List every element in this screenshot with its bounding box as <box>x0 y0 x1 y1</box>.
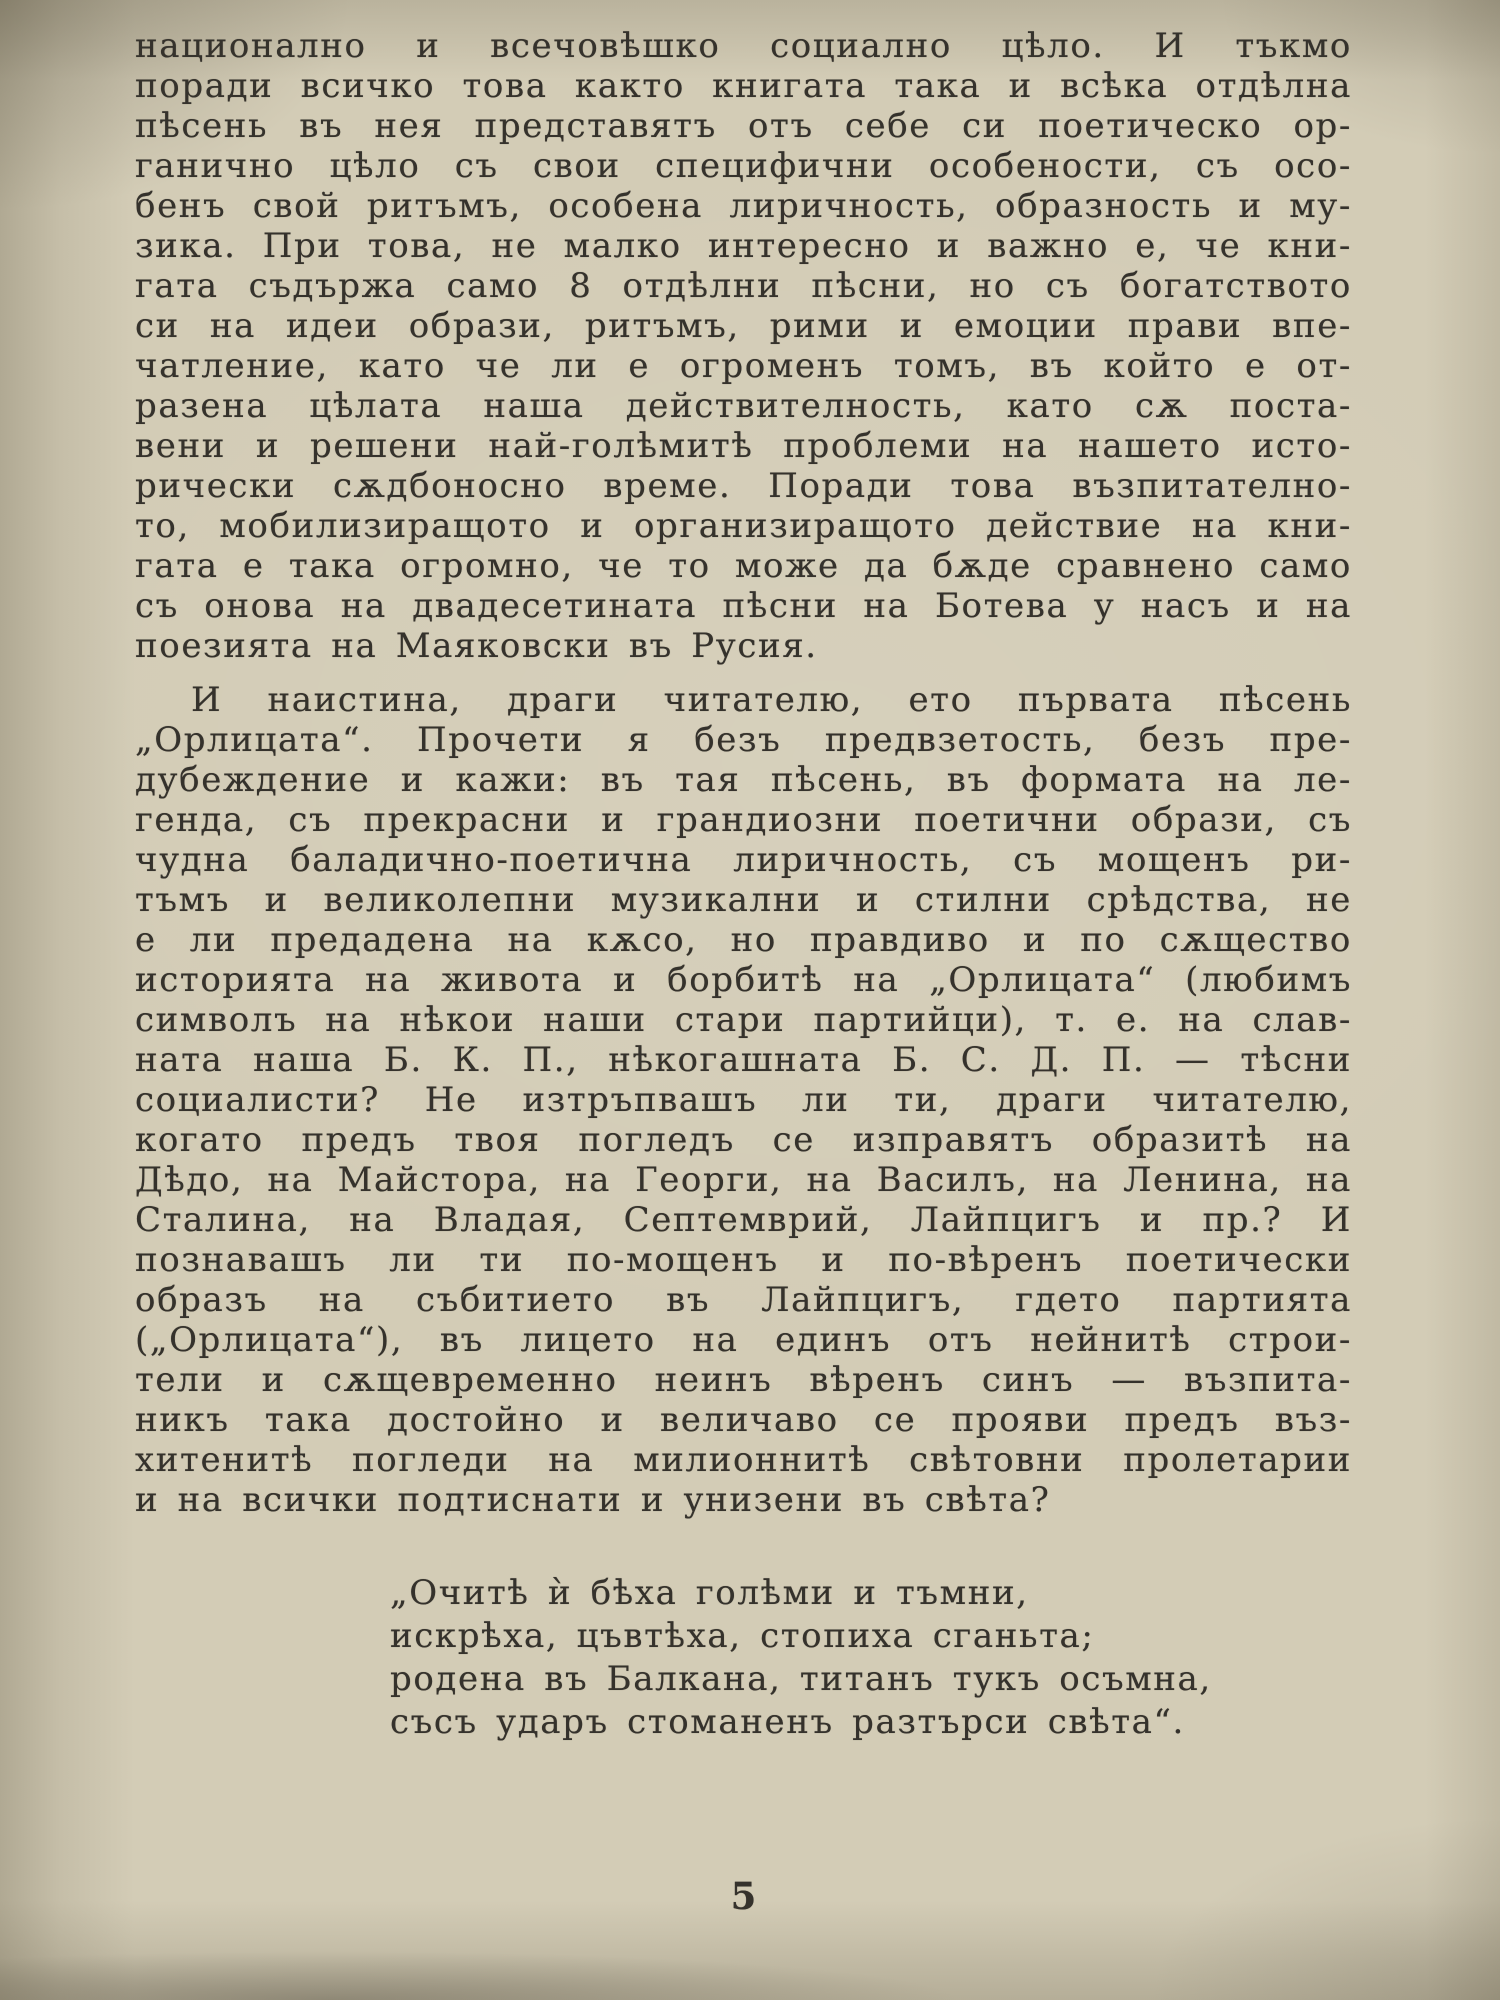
text-line: никъ така достойно и величаво се прояви предъ въз- <box>135 1400 1352 1440</box>
text-line: познавашъ ли ти по-мощенъ и по-вѣренъ поетически <box>135 1240 1352 1280</box>
paragraph-1 <box>135 26 1352 666</box>
text-line: генда, съ прекрасни и грандиозни поетични образи, съ <box>135 800 1352 840</box>
poem-quote <box>390 1572 1352 1744</box>
text-line: бенъ свой ритъмъ, особена лиричность, образность и му- <box>135 186 1352 226</box>
text-line: и на всички подтиснати и унизени въ свѣта? <box>135 1480 1051 1520</box>
text-line: поезията на Маяковски въ Русия. <box>135 626 818 666</box>
text-line: разена цѣлата наша действителность, като сѫ поста- <box>135 386 1352 426</box>
text-line: гата съдържа само 8 отдѣлни пѣсни, но съ богатството <box>135 266 1352 306</box>
text-line: тъмъ и великолепни музикални и стилни срѣдства, не <box>135 880 1352 920</box>
text-line: „Орлицата“. Прочети я безъ предвзетость, безъ пре- <box>135 720 1352 760</box>
text-line: символъ на нѣкои наши стари партийци), т. е. на слав- <box>135 1000 1352 1040</box>
text-line: чатление, като че ли е огроменъ томъ, въ който е от- <box>135 346 1352 386</box>
text-line: историята на живота и борбитѣ на „Орлицата“ (любимъ <box>135 960 1352 1000</box>
text-line: Сталина, на Владая, Септемврий, Лайпцигъ и пр.? И <box>135 1200 1352 1240</box>
poem-line: съсъ ударъ стоманенъ разтърси свѣта“. <box>390 1702 1185 1742</box>
poem-line: „Очитѣ ѝ бѣха голѣми и тъмни, <box>390 1573 1029 1613</box>
text-line: социалисти? Не изтръпвашъ ли ти, драги читателю, <box>135 1080 1352 1120</box>
text-line: вени и решени най-голѣмитѣ проблеми на нашето исто- <box>135 426 1352 466</box>
text-block <box>135 26 1352 1916</box>
text-line: чудна баладично-поетична лиричность, съ мощенъ ри- <box>135 840 1352 880</box>
text-line: национално и всечовѣшко социално цѣло. И тъкмо <box>135 26 1352 66</box>
text-line: ната наша Б. К. П., нѣкогашната Б. С. Д. П. — тѣсни <box>135 1040 1352 1080</box>
text-line: хитенитѣ погледи на милионнитѣ свѣтовни пролетарии <box>135 1440 1352 1480</box>
text-line: поради всичко това както книгата така и всѣка отдѣлна <box>135 66 1352 106</box>
paragraph-2 <box>135 680 1352 1520</box>
text-line: пѣсень въ нея представятъ отъ себе си поетическо ор- <box>135 106 1352 146</box>
page-number: 5 <box>730 1874 757 1918</box>
text-line: Дѣдо, на Майстора, на Георги, на Василъ, на Ленина, на <box>135 1160 1352 1200</box>
poem-line: искрѣха, цъвтѣха, стопиха сганьта; <box>390 1616 1095 1656</box>
text-line: ганично цѣло съ свои специфични особености, съ осо- <box>135 146 1352 186</box>
text-line: рически сѫдбоносно време. Поради това възпитателно- <box>135 466 1352 506</box>
text-line: образъ на събитието въ Лайпцигъ, гдето партията <box>135 1280 1352 1320</box>
text-line: когато предъ твоя погледъ се изправятъ образитѣ на <box>135 1120 1352 1160</box>
text-line: дубеждение и кажи: въ тая пѣсень, въ формата на ле- <box>135 760 1352 800</box>
text-line: си на идеи образи, ритъмъ, рими и емоции прави впе- <box>135 306 1352 346</box>
text-line: гата е така огромно, че то може да бѫде сравнено само <box>135 546 1352 586</box>
text-line: е ли предадена на кѫсо, но правдиво и по сѫщество <box>135 920 1352 960</box>
text-line: то, мобилизиращото и организиращото действие на кни- <box>135 506 1352 546</box>
text-line: („Орлицата“), въ лицето на единъ отъ нейнитѣ строи- <box>135 1320 1352 1360</box>
text-line: зика. При това, не малко интересно и важно е, че кни- <box>135 226 1352 266</box>
text-line: И наистина, драги читателю, ето първата пѣсень <box>191 680 1352 720</box>
poem-line: родена въ Балкана, титанъ тукъ осъмна, <box>390 1659 1212 1699</box>
text-line: съ онова на двадесетината пѣсни на Ботева у насъ и на <box>135 586 1352 626</box>
text-line: тели и сѫщевременно неинъ вѣренъ синъ — възпита- <box>135 1360 1352 1400</box>
